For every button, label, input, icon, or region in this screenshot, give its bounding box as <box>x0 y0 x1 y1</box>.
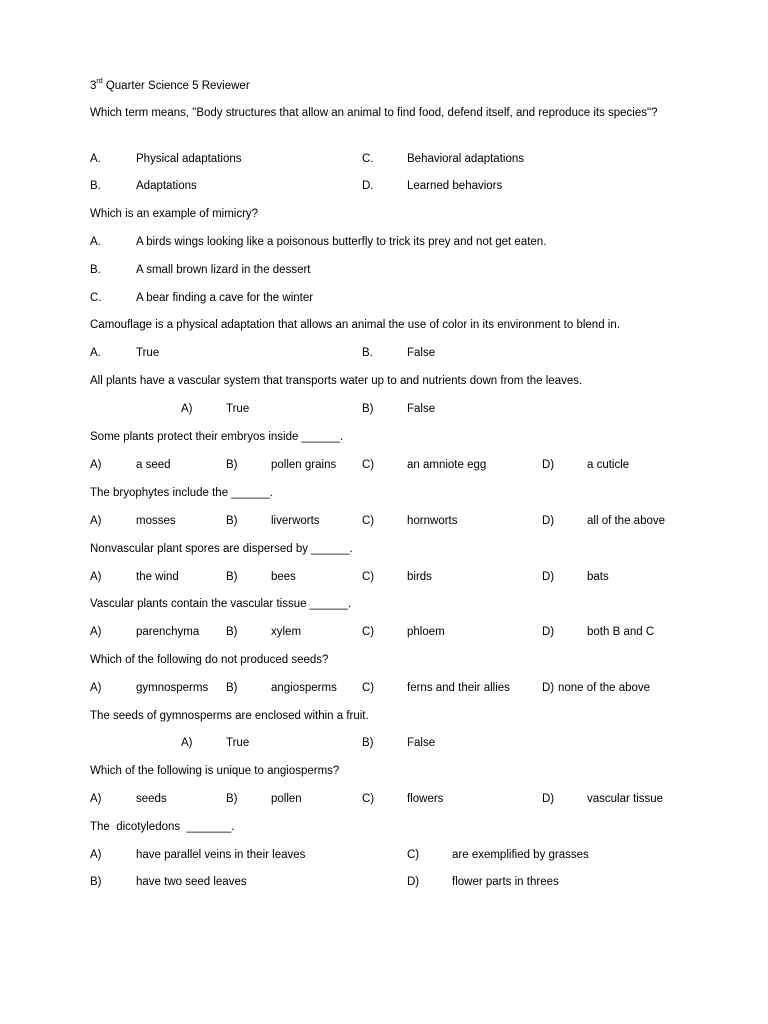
option-text: all of the above <box>587 515 666 527</box>
option-letter: A. <box>90 153 101 165</box>
option-letter: A) <box>181 737 193 749</box>
question-12: The dicotyledons _______. <box>90 821 235 833</box>
option-letter: A) <box>90 459 102 471</box>
option-text: xylem <box>271 626 302 638</box>
option-text: parenchyma <box>136 626 200 638</box>
option-letter: B) <box>226 515 238 527</box>
option-letter: D) <box>542 515 555 527</box>
option-letter: B) <box>362 403 374 415</box>
option-letter: D) <box>407 876 420 888</box>
option-letter: D) <box>542 793 555 805</box>
question-4: All plants have a vascular system that transports water up to and nutrients down from the leaves. <box>90 375 583 387</box>
option-letter: C) <box>362 626 375 638</box>
option-text: a seed <box>136 459 171 471</box>
option-text: vascular tissue <box>587 793 664 805</box>
option-text: Behavioral adaptations <box>407 153 524 165</box>
question-7: Nonvascular plant spores are dispersed by ______. <box>90 543 353 555</box>
question-9: Which of the following do not produced seeds? <box>90 654 329 666</box>
option-text: Adaptations <box>136 180 197 192</box>
option-letter: A. <box>90 236 101 248</box>
option-letter: B) <box>90 876 102 888</box>
option-letter: A) <box>90 682 102 694</box>
option-text: bats <box>587 571 609 583</box>
option-letter: A) <box>90 515 102 527</box>
question-10: The seeds of gymnosperms are enclosed within a fruit. <box>90 710 369 722</box>
question-5: Some plants protect their embryos inside ______. <box>90 431 344 443</box>
option-text: bees <box>271 571 296 583</box>
option-text: pollen <box>271 793 302 805</box>
option-letter: B. <box>90 264 101 276</box>
option-text: A bear finding a cave for the winter <box>136 292 314 304</box>
option-text: flowers <box>407 793 444 805</box>
option-letter: B. <box>90 180 101 192</box>
option-text: both B and C <box>587 626 655 638</box>
title-superscript: rd <box>96 78 103 86</box>
option-letter: D. <box>362 180 374 192</box>
option-letter: D) <box>542 626 555 638</box>
option-text: flower parts in threes <box>452 876 559 888</box>
title-text: Quarter Science 5 Reviewer <box>102 80 250 92</box>
option-letter: C) <box>362 459 375 471</box>
option-text: a cuticle <box>587 459 630 471</box>
option-text: mosses <box>136 515 176 527</box>
question-6: The bryophytes include the ______. <box>90 487 273 499</box>
option-text: have two seed leaves <box>136 876 247 888</box>
option-letter: D) <box>542 571 555 583</box>
option-text: False <box>407 737 436 749</box>
option-letter: B) <box>226 626 238 638</box>
option-letter: A) <box>90 849 102 861</box>
option-letter: A) <box>181 403 193 415</box>
question-8: Vascular plants contain the vascular tissue ______. <box>90 598 352 610</box>
option-text: gymnosperms <box>136 682 209 694</box>
option-letter: C) <box>362 571 375 583</box>
option-text: True <box>226 403 250 415</box>
option-text: angiosperms <box>271 682 337 694</box>
option-text: Physical adaptations <box>136 153 242 165</box>
option-text: birds <box>407 571 432 583</box>
option-letter: D) <box>542 459 555 471</box>
option-letter: C. <box>362 153 374 165</box>
option-letter: C) <box>362 793 375 805</box>
option-letter: B) <box>226 682 238 694</box>
option-text: ferns and their allies <box>407 682 510 694</box>
option-letter: D) <box>542 682 555 694</box>
option-text: are exemplified by grasses <box>452 849 589 861</box>
option-letter: B) <box>226 571 238 583</box>
option-text: seeds <box>136 793 167 805</box>
option-letter: A) <box>90 626 102 638</box>
option-letter: C) <box>362 682 375 694</box>
option-letter: C) <box>362 515 375 527</box>
option-text: A birds wings looking like a poisonous butterfly to trick its prey and not get eaten. <box>136 236 547 248</box>
option-letter: C) <box>407 849 420 861</box>
question-1: Which term means, "Body structures that allow an animal to find food, defend itself, and reproduce its species"? <box>90 107 658 119</box>
option-text: True <box>226 737 250 749</box>
option-letter: B. <box>362 347 373 359</box>
option-text: hornworts <box>407 515 458 527</box>
option-letter: A. <box>90 347 101 359</box>
option-text: pollen grains <box>271 459 337 471</box>
option-letter: A) <box>90 793 102 805</box>
option-letter: B) <box>362 737 374 749</box>
option-letter: B) <box>226 459 238 471</box>
option-text: liverworts <box>271 515 320 527</box>
option-letter: A) <box>90 571 102 583</box>
question-3: Camouflage is a physical adaptation that allows an animal the use of color in its environment to blend in. <box>90 319 620 331</box>
option-text: phloem <box>407 626 445 638</box>
option-text: the wind <box>136 571 179 583</box>
option-text: none of the above <box>558 682 651 694</box>
option-letter: B) <box>226 793 238 805</box>
option-text: A small brown lizard in the dessert <box>136 264 311 276</box>
option-letter: C. <box>90 292 102 304</box>
title-number: 3 <box>90 80 97 92</box>
option-text: False <box>407 347 436 359</box>
option-text: an amniote egg <box>407 459 487 471</box>
option-text: True <box>136 347 160 359</box>
document-title <box>90 79 250 93</box>
option-text: have parallel veins in their leaves <box>136 849 306 861</box>
option-text: Learned behaviors <box>407 180 503 192</box>
question-2: Which is an example of mimicry? <box>90 208 259 220</box>
option-text: False <box>407 403 436 415</box>
question-11: Which of the following is unique to angiosperms? <box>90 765 340 777</box>
